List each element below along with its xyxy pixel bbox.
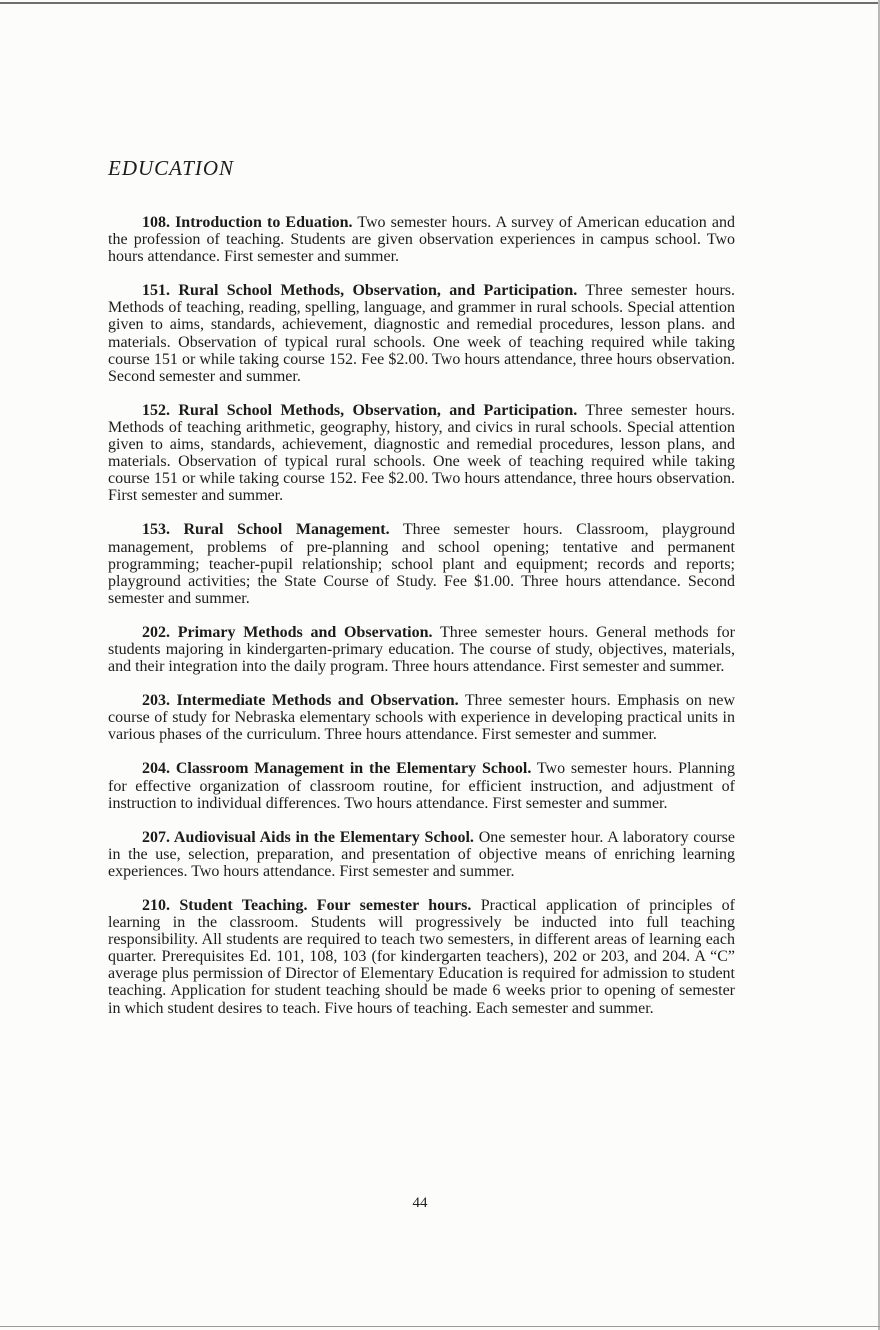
section-title: EDUCATION <box>108 156 235 180</box>
course-entry-151 <box>108 282 735 385</box>
course-description: Practical application of principles of learning in the classroom. Students will progressively be inducted into full teaching responsibility. All students are required to teach two semesters, in different areas of learning each quarter. Prerequisites Ed. 101, 108, 103 (for kindergarten teachers), 202 or 203, and 204. A “C” average plus permission of Director of Elementary Education is required for admission to student teaching. Application for student teaching should be made 6 weeks prior to opening of semester in which student desires to teach. Five hours of teaching. Each semester and summer. <box>108 897 736 1017</box>
course-description: Two semester hours. Planning for effective organization of classroom routine, for efficient instruction, and adjustment of instruction to individual differences. Two hours attendance. First semester and summer. <box>108 760 735 812</box>
top-border <box>0 2 880 4</box>
course-heading: 152. Rural School Methods, Observation, and Participation. <box>142 401 578 419</box>
course-entry-202 <box>108 624 735 675</box>
course-heading: 108. Introduction to Eduation. <box>142 214 353 231</box>
course-entry-153 <box>108 521 735 606</box>
course-entry-204 <box>108 760 735 811</box>
bottom-border <box>0 1326 880 1327</box>
course-description: Three semester hours. Methods of teaching arithmetic, geography, history, and civics in rural schools. Special attention given to aims, standards, achievement, diagnostic and remedial procedures, lesson plans, and materials. Observation of typical rural schools. One week of teaching required while taking course 151 or while taking course 152. Fee $2.00. Two hours attendance, three hours observation. First semester and summer. <box>108 401 735 505</box>
course-entry-152 <box>108 402 735 505</box>
course-description: Three semester hours. General methods for students majoring in kindergarten-primary education. The course of study, objectives, materials, and their integration into the daily program. Three hours attendance. First semester and summer. <box>108 623 736 676</box>
course-description: Two semester hours. A survey of American education and the profession of teaching. Students are given observation experiences in campus school. Two hours attendance. First semester and summer. <box>108 214 735 266</box>
course-entry-108 <box>108 214 735 265</box>
course-entry-203 <box>108 692 735 743</box>
course-entry-207 <box>108 829 735 880</box>
page-number: 44 <box>412 1195 428 1211</box>
course-description: Three semester hours. Methods of teaching, reading, spelling, language, and grammer in rural schools. Special attention given to aims, standards, achievement, diagnostic and remedial procedures, lesson plans. and materials. Observation of typical rural schools. One week of teaching required while taking course 151 or while taking course 152. Fee $2.00. Two hours attendance, three hours observation. Second semester and summer. <box>108 282 735 385</box>
course-heading: 207. Audiovisual Aids in the Elementary School. <box>142 828 474 846</box>
page-content <box>108 156 735 1034</box>
course-heading: 151. Rural School Methods, Observation, and Participation. <box>142 282 578 300</box>
course-heading: 202. Primary Methods and Observation. <box>142 623 433 641</box>
course-description: Three semester hours. Emphasis on new course of study for Nebraska elementary schools with experience in developing practical units in various phases of the curriculum. Three hours attendance. First semester and summer. <box>108 692 735 744</box>
course-heading: 204. Classroom Management in the Elementary School. <box>142 760 532 778</box>
course-description: Three semester hours. Classroom, playground management, problems of pre-planning and school opening; tentative and permanent programming; teacher-pupil relationship; school plant and equipment; records and reports; playground activities; the State Course of Study. Fee $1.00. Three hours attendance. Second semester and summer. <box>108 521 735 607</box>
course-entry-210 <box>108 897 735 1017</box>
course-heading: 210. Student Teaching. Four semester hours. <box>142 897 472 914</box>
course-description: One semester hour. A laboratory course in the use, selection, preparation, and presentation of objective means of enriching learning experiences. Two hours attendance. First semester and summer. <box>108 828 736 880</box>
course-heading: 153. Rural School Management. <box>142 521 390 539</box>
course-heading: 203. Intermediate Methods and Observation. <box>142 692 459 710</box>
